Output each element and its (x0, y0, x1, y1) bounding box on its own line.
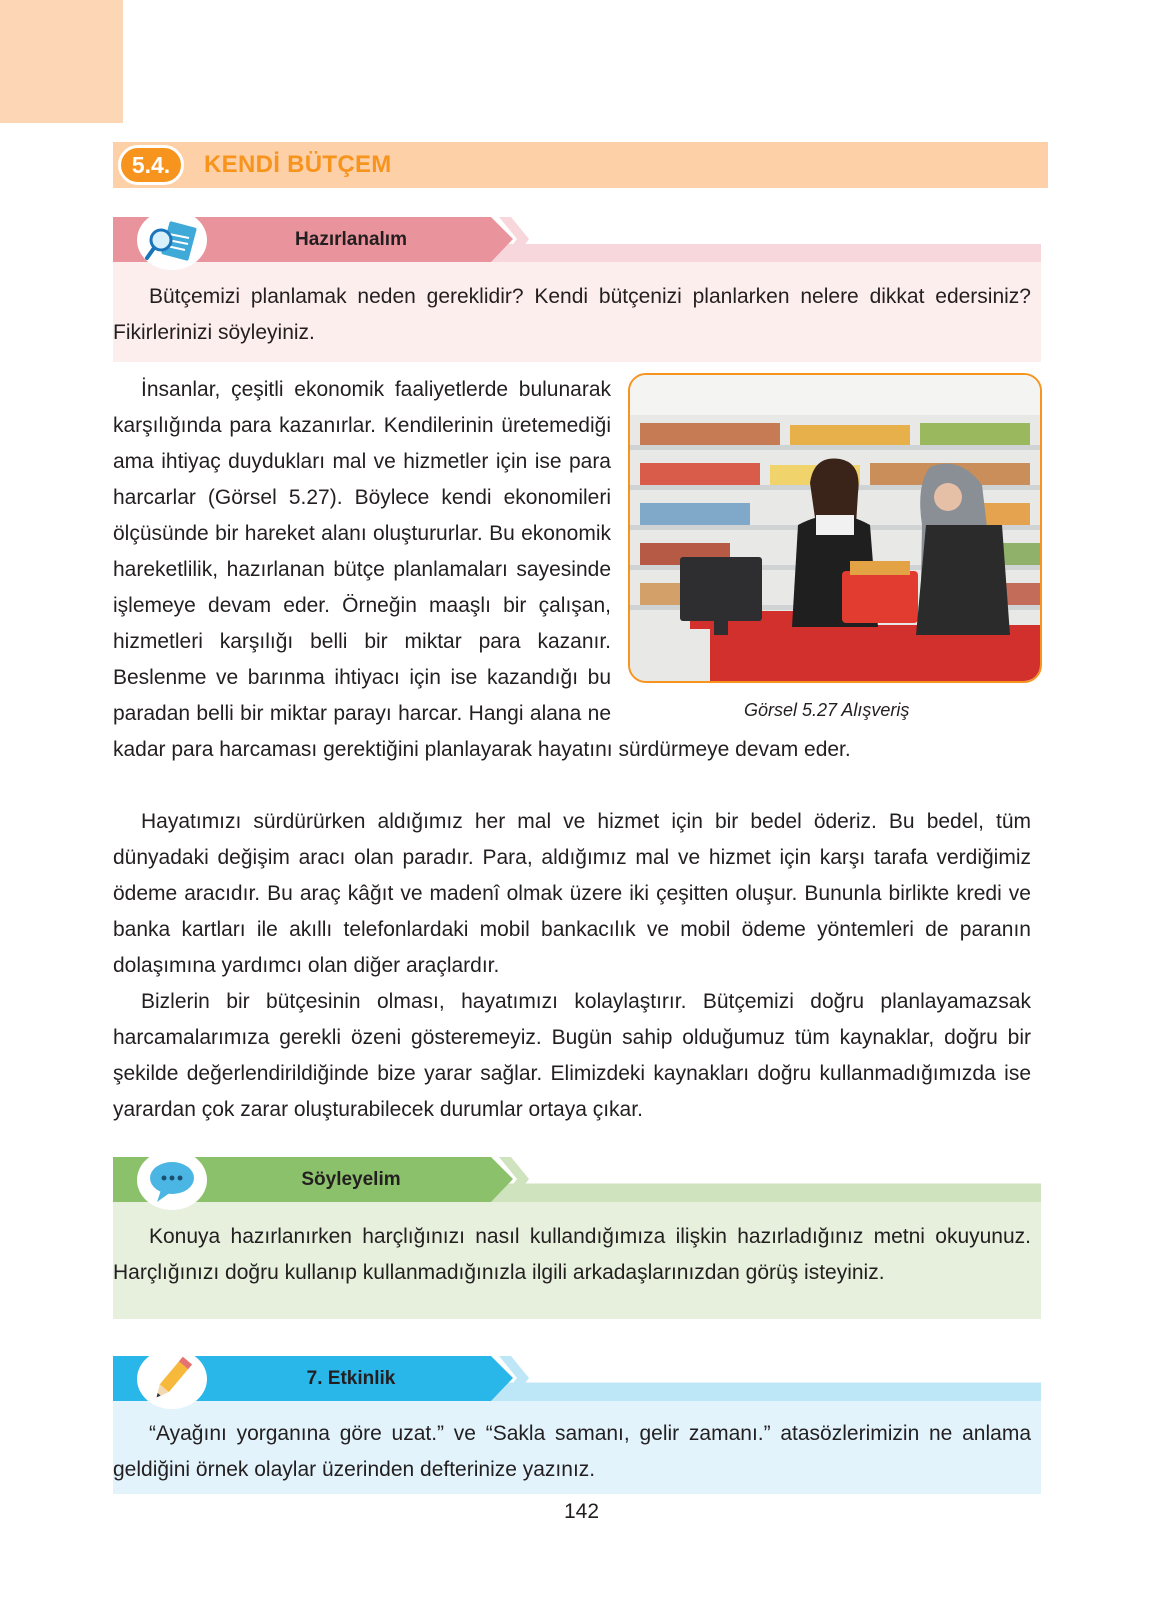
section-number: 5.4. (118, 145, 184, 185)
main-paragraph-1-text: İnsanlar, çeşitli ekonomik faaliyetlerde bulunarak karşılığında para kazanırlar. Kendilerinin üretemediği ama ihtiyaç duydukları mal ve hizmetler için ise para harcarlar (Görsel 5.27). Böylece kendi ekonomileri ölçüsünde bir hareket alanı oluştururlar. Bu ekonomik hareketlilik, hazırlanan bütçe planlamaları sayesinde işlemeye devam eder. Örneğin maaşlı bir çalışan, hizmetleri karşılığı belli bir miktar para kazanır. Beslenme ve barınma ihtiyacı için ise kazandığı bu paradan belli bir miktar parayı harcar. Hangi alana ne kadar para harcaması gerektiğini planlayarak hayatını sürdürmeye devam eder. (113, 378, 851, 761)
photo-float-spacer (611, 372, 1031, 732)
figure-caption: Görsel 5.27 Alışveriş (744, 700, 910, 720)
corner-tab (0, 0, 123, 123)
magnifier-icon (137, 210, 207, 270)
hazirlanalim-label: Hazırlanalım (295, 229, 407, 250)
hazirlanalim-paragraph: Bütçemizi planlamak neden gereklidir? Kendi bütçenizi planlarken nelere dikkat edersiniz? Fikirlerinizi söyleyiniz. (113, 285, 1031, 344)
main-paragraph-3: Bizlerin bir bütçesinin olması, hayatımızı kolaylaştırır. Bütçemizi doğru planlayamazsak harcamalarımıza gerekli özeni gösteremeyiz. Bugün sahip olduğumuz tüm kaynaklar, doğru bir şekilde değerlendirildiğinde bize yarar sağlar. Elimizdeki kaynakları doğru kullanmadığımızda ise yarardan çok zarar oluşturabilecek durumlar ortaya çıkar. (113, 990, 1031, 1121)
etkinlik-label: 7. Etkinlik (306, 1368, 396, 1389)
soyleyelim-text (113, 1219, 1031, 1291)
soyleyelim-label: Söyleyelim (301, 1169, 401, 1190)
section-title: KENDİ BÜTÇEM (204, 151, 392, 178)
main-paragraph-2: Hayatımızı sürdürürken aldığımız her mal ve hizmet için bir bedel öderiz. Bu bedel, tüm dünyadaki değişim aracı olan paradır. Para, aldığımız mal ve hizmet için karşı tarafa verdiğimiz ödeme aracıdır. Bu araç kâğıt ve madenî olmak üzere iki çeşitten oluşur. Bununla birlikte kredi ve banka kartları ile akıllı telefonlardaki mobil bankacılık ve mobil ödeme yöntemleri de paranın dolaşımına yardımcı olan diğer araçlardır. (113, 810, 1031, 977)
hazirlanalim-text (113, 279, 1031, 351)
main-paragraph-1-wrapped (113, 372, 1031, 768)
pencil-icon (137, 1349, 207, 1409)
soyleyelim-paragraph: Konuya hazırlanırken harçlığınızı nasıl kullandığımıza ilişkin hazırladığınız metni okuyunuz. Harçlığınızı doğru kullanıp kullanmadığınızla ilgili arkadaşlarınızdan görüş isteyiniz. (113, 1225, 1031, 1284)
etkinlik-paragraph: “Ayağını yorganına göre uzat.” ve “Sakla samanı, gelir zamanı.” atasözlerimizin ne anlama geldiğini örnek olaylar üzerinden defterinize yazınız. (113, 1422, 1031, 1481)
page-number: 142 (563, 1500, 600, 1523)
etkinlik-text (113, 1416, 1031, 1488)
speech-bubble-icon (137, 1150, 207, 1210)
